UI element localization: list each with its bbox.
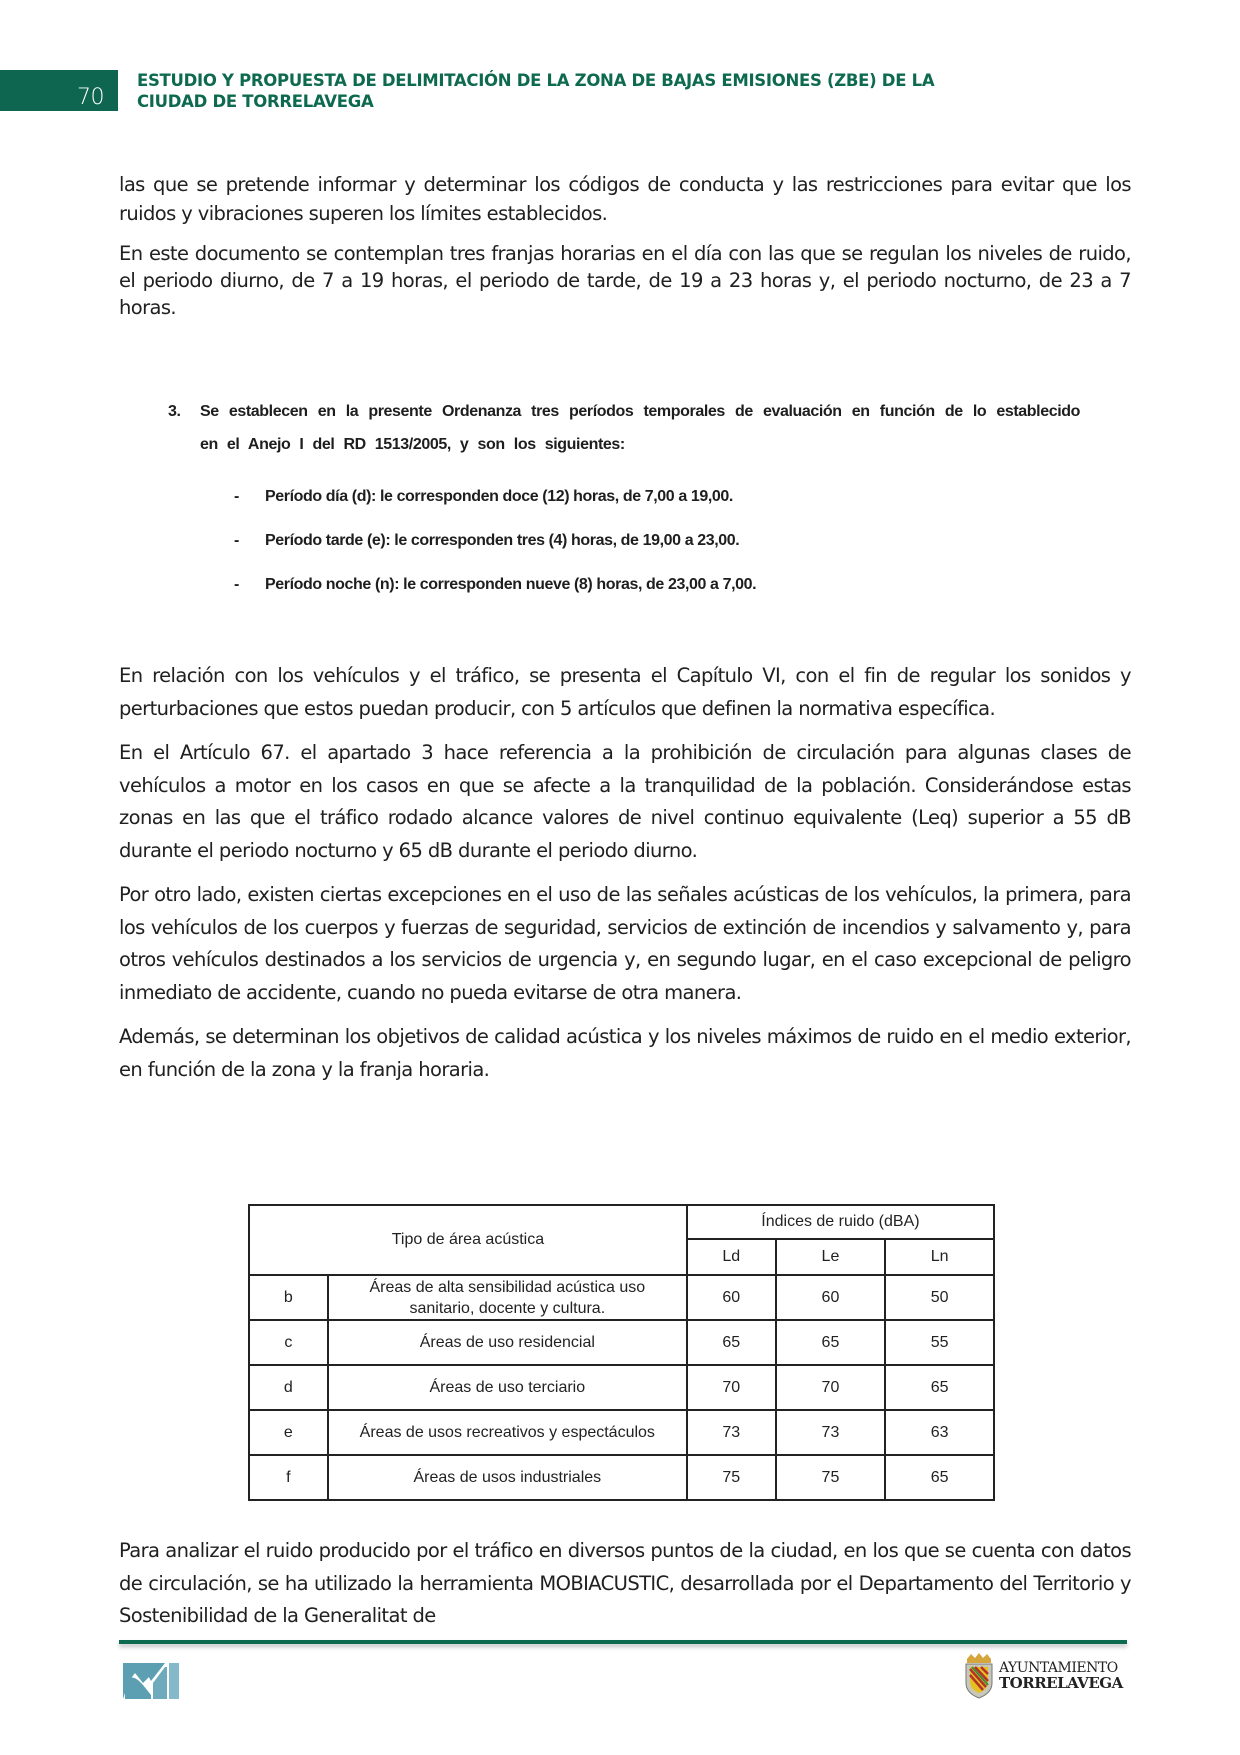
ld-value: 60 <box>687 1275 776 1320</box>
ln-value: 50 <box>885 1275 994 1320</box>
period-item <box>234 519 1080 563</box>
document-title-line1: ESTUDIO Y PROPUESTA DE DELIMITACIÓN DE LA ZONA DE BAJAS EMISIONES (ZBE) DE LA <box>137 71 935 90</box>
excerpt-text: Se establecen en la presente Ordenanza tres períodos temporales de evaluación en función de lo establecido en el Anejo I del RD 1513/2005, y son los siguientes: <box>200 403 1080 453</box>
area-code: b <box>249 1275 328 1320</box>
dash-bullet-icon: - <box>234 576 239 593</box>
le-value: 65 <box>776 1320 886 1365</box>
dash-bullet-icon: - <box>234 488 239 505</box>
body-text-bottom <box>119 1535 1131 1645</box>
period-text: Período tarde (e): le corresponden tres (4) horas, de 19,00 a 23,00. <box>265 532 740 549</box>
table-row <box>249 1365 994 1410</box>
header-noise-indices: Índices de ruido (dBA) <box>687 1205 994 1239</box>
le-value: 75 <box>776 1455 886 1500</box>
le-value: 60 <box>776 1275 886 1320</box>
table-row <box>249 1320 994 1365</box>
body-text-middle <box>119 660 1131 1098</box>
area-name: Áreas de uso terciario <box>328 1365 687 1410</box>
header-area-type: Tipo de área acústica <box>249 1205 687 1275</box>
paragraph: En este documento se contemplan tres franjas horarias en el día con las que se regulan los niveles de ruido, el periodo diurno, de 7 a 19 horas, el periodo de tarde, de 19 a 23 horas y, el periodo nocturno, de 23 a 7 horas. <box>119 242 1131 319</box>
ln-value: 65 <box>885 1455 994 1500</box>
table-row <box>249 1410 994 1455</box>
document-title <box>137 70 957 112</box>
dash-bullet-icon: - <box>234 532 239 549</box>
ln-value: 65 <box>885 1365 994 1410</box>
period-text: Período noche (n): le corresponden nueve (8) horas, de 23,00 a 7,00. <box>265 576 757 593</box>
ld-value: 75 <box>687 1455 776 1500</box>
table-row <box>249 1455 994 1500</box>
area-name: Áreas de alta sensibilidad acústica uso sanitario, docente y cultura. <box>328 1275 687 1320</box>
le-value: 70 <box>776 1365 886 1410</box>
le-value: 73 <box>776 1410 886 1455</box>
ld-value: 70 <box>687 1365 776 1410</box>
area-code: e <box>249 1410 328 1455</box>
period-item <box>234 563 1080 607</box>
paragraph: las que se pretende informar y determinar los códigos de conducta y las restricciones para evitar que los ruidos y vibraciones superen los límites establecidos. <box>119 173 1131 225</box>
logo-line1: AYUNTAMIENTO <box>999 1660 1118 1676</box>
consultancy-logo-icon <box>121 1661 181 1701</box>
ln-value: 63 <box>885 1410 994 1455</box>
period-text: Período día (d): le corresponden doce (12) horas, de 7,00 a 19,00. <box>265 488 733 505</box>
area-name: Áreas de usos recreativos y espectáculos <box>328 1410 687 1455</box>
area-code: d <box>249 1365 328 1410</box>
coat-of-arms-icon <box>963 1653 995 1699</box>
area-code: c <box>249 1320 328 1365</box>
paragraph: En relación con los vehículos y el tráfico, se presenta el Capítulo VI, con el fin de regular los sonidos y perturbaciones que estos puedan producir, con 5 artículos que definen la normativa específica. <box>119 664 1131 720</box>
ayuntamiento-logo <box>963 1651 1133 1701</box>
body-text-top <box>119 170 1131 333</box>
header-ln: Ln <box>885 1239 994 1275</box>
paragraph: Por otro lado, existen ciertas excepciones en el uso de las señales acústicas de los vehículos, la primera, para los vehículos de los cuerpos y fuerzas de seguridad, servicios de extinción de incendios y salvamento y, para otros vehículos destinados a los servicios de urgencia y, en segundo lugar, en el caso excepcional de peligro inmediato de accidente, cuando no pueda evitarse de otra manera. <box>119 883 1131 1004</box>
period-item <box>234 475 1080 519</box>
footer-divider <box>119 1640 1127 1644</box>
area-name: Áreas de uso residencial <box>328 1320 687 1365</box>
document-title-line2: CIUDAD DE TORRELAVEGA <box>137 92 374 111</box>
period-list <box>234 475 1080 607</box>
ld-value: 73 <box>687 1410 776 1455</box>
paragraph: Para analizar el ruido producido por el tráfico en diversos puntos de la ciudad, en los que se cuenta con datos de circulación, se ha utilizado la herramienta MOBIACUSTIC, desarrollada por el Departamento del Territorio y Sostenibilidad de la Generalitat de <box>119 1539 1131 1627</box>
area-code: f <box>249 1455 328 1500</box>
page-number: 70 <box>77 85 104 110</box>
paragraph: Además, se determinan los objetivos de calidad acústica y los niveles máximos de ruido en el medio exterior, en función de la zona y la franja horaria. <box>119 1025 1131 1081</box>
paragraph: En el Artículo 67. el apartado 3 hace referencia a la prohibición de circulación para algunas clases de vehículos a motor en los casos en que se afecte a la tranquilidad de la población. Considerándose estas zonas en las que el tráfico rodado alcance valores de nivel continuo equivalente (Leq) superior a 55 dB durante el periodo nocturno y 65 dB durante el periodo diurno. <box>119 741 1131 862</box>
ld-value: 65 <box>687 1320 776 1365</box>
table-row <box>249 1275 994 1320</box>
header-ld: Ld <box>687 1239 776 1275</box>
ln-value: 55 <box>885 1320 994 1365</box>
page-number-box <box>0 70 118 111</box>
ordinance-excerpt <box>168 395 1080 607</box>
logo-line2: TORRELAVEGA <box>999 1674 1123 1692</box>
noise-limits-table <box>248 1204 995 1501</box>
header-le: Le <box>776 1239 886 1275</box>
area-name: Áreas de usos industriales <box>328 1455 687 1500</box>
excerpt-number: 3. <box>168 403 181 420</box>
